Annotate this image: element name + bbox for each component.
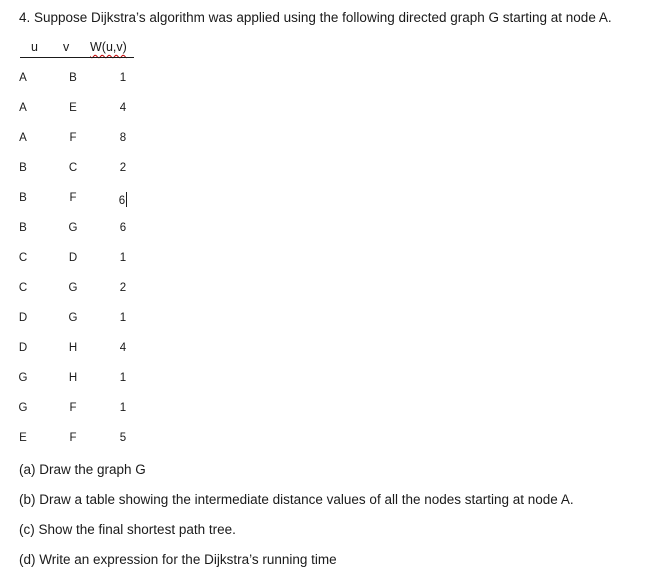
cell-weight-editing[interactable] [113, 192, 133, 207]
cell-weight-value: 6 [118, 195, 126, 207]
cell-u: G [18, 402, 28, 414]
part-c: (c) Show the final shortest path tree. [19, 522, 236, 537]
cell-v: F [69, 192, 77, 204]
cell-v: D [68, 252, 78, 264]
cell-u: A [19, 72, 27, 84]
cell-u: B [19, 222, 27, 234]
header-underline [20, 57, 134, 58]
header-v: v [63, 40, 70, 54]
cell-weight: 4 [119, 102, 127, 114]
cell-weight: 6 [119, 222, 127, 234]
header-weight: W(u,v) [90, 40, 127, 54]
part-a: (a) Draw the graph G [19, 462, 146, 477]
cell-v: B [69, 72, 77, 84]
cell-weight: 5 [119, 432, 127, 444]
cell-weight: 1 [119, 72, 127, 84]
part-d: (d) Write an expression for the Dijkstra’s running time [19, 552, 337, 567]
cell-u: A [19, 132, 27, 144]
header-u: u [31, 40, 38, 54]
question-parts [19, 462, 574, 582]
cell-v: F [69, 402, 77, 414]
cell-u: C [18, 282, 28, 294]
question-text: 4. Suppose Dijkstra’s algorithm was applied using the following directed graph G starting at node A. [19, 10, 612, 25]
cell-u: D [18, 312, 28, 324]
cell-v: G [68, 312, 78, 324]
part-b: (b) Draw a table showing the intermediate distance values of all the nodes starting at node A. [19, 492, 574, 507]
cell-weight: 1 [119, 402, 127, 414]
cell-v: F [69, 132, 77, 144]
cell-weight: 2 [119, 282, 127, 294]
cell-v: C [68, 162, 78, 174]
cell-u: E [19, 432, 27, 444]
cell-v: E [69, 102, 77, 114]
cell-u: G [18, 372, 28, 384]
cell-u: C [18, 252, 28, 264]
cell-weight: 8 [119, 132, 127, 144]
cell-weight: 1 [119, 312, 127, 324]
text-cursor [126, 192, 127, 207]
cell-weight: 1 [119, 372, 127, 384]
cell-v: F [69, 432, 77, 444]
cell-weight: 2 [119, 162, 127, 174]
cell-u: B [19, 162, 27, 174]
cell-weight: 4 [119, 342, 127, 354]
cell-v: G [68, 222, 78, 234]
cell-weight: 1 [119, 252, 127, 264]
cell-u: A [19, 102, 27, 114]
cell-v: H [68, 342, 78, 354]
cell-u: B [19, 192, 27, 204]
cell-v: G [68, 282, 78, 294]
cell-v: H [68, 372, 78, 384]
cell-u: D [18, 342, 28, 354]
